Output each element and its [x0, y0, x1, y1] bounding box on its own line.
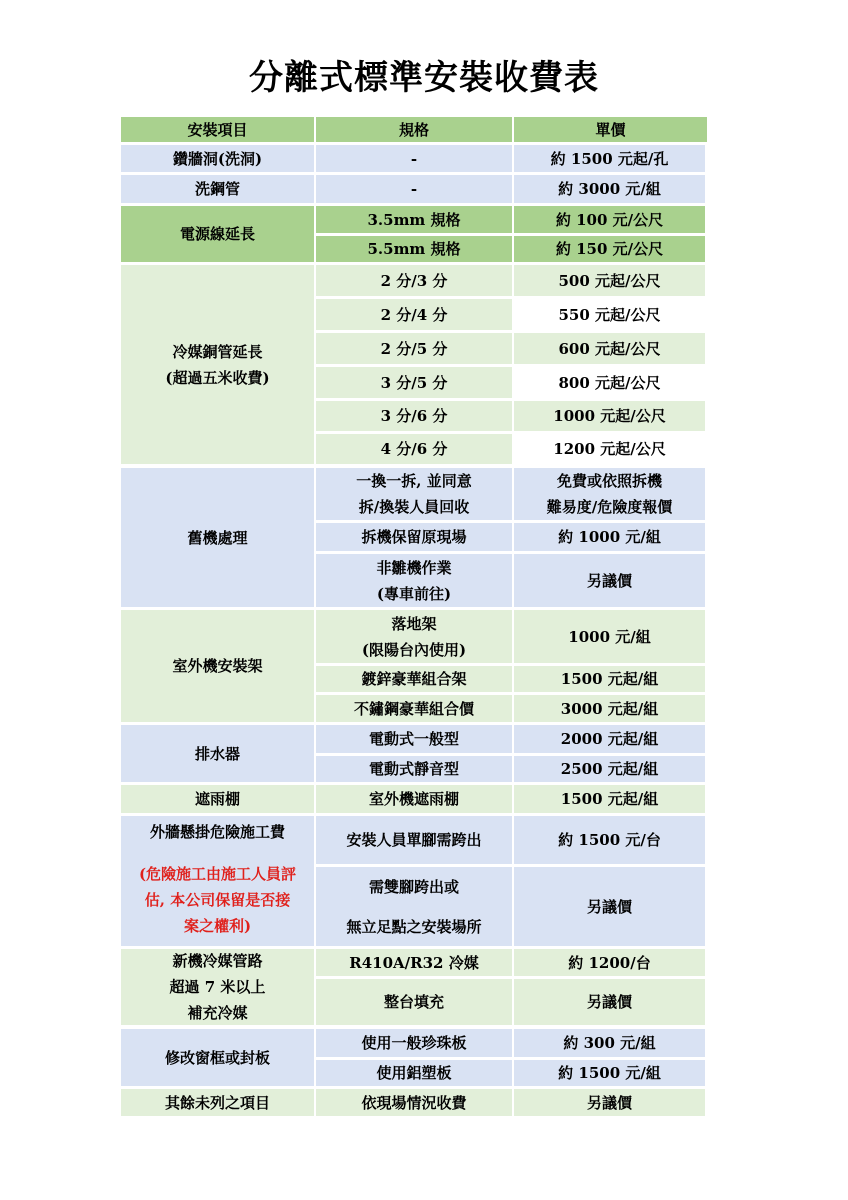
- header-spec: 規格: [316, 117, 512, 142]
- new-pipe-spec-1: R410A/R32 冷媒: [316, 949, 512, 976]
- danger-price-1: 約 1500 元/台: [514, 816, 705, 864]
- danger-note-line-1: (危險施工由施工人員評: [138, 865, 297, 883]
- refrigerant-price-1: 500 元起/公尺: [514, 265, 705, 296]
- header-item: 安裝項目: [121, 117, 314, 142]
- bracket-price-3: 3000 元起/組: [514, 695, 705, 722]
- old-unit-spec-1-line-1: 一換一拆, 並同意: [356, 472, 472, 490]
- header-price: 單價: [514, 117, 707, 142]
- refrigerant-item: [121, 265, 314, 464]
- drill-price: 約 1500 元起/孔: [514, 145, 705, 172]
- pipe-wash-item: 洗鋼管: [121, 175, 314, 203]
- old-unit-spec-1-line-2: 拆/換裝人員回收: [358, 498, 470, 516]
- danger-spec-2-line-2: 無立足點之安裝場所: [346, 917, 482, 936]
- bracket-price-2: 1500 元起/組: [514, 666, 705, 692]
- other-spec: 依現場情況收費: [316, 1089, 512, 1116]
- refrigerant-price-2: 550 元起/公尺: [514, 299, 705, 330]
- drain-spec-2: 電動式靜音型: [316, 756, 512, 782]
- pipe-wash-spec: -: [316, 175, 512, 203]
- old-unit-spec-3-line-1: 非雛機作業: [376, 558, 452, 577]
- drill-spec: -: [316, 145, 512, 172]
- bracket-price-1: 1000 元/組: [514, 610, 705, 663]
- old-unit-price-1: [514, 468, 705, 520]
- new-pipe-item-line-1: 新機冷媒管路: [172, 952, 263, 970]
- new-pipe-spec-2: 整台填充: [316, 979, 512, 1025]
- new-pipe-item: [121, 949, 314, 1025]
- other-item: 其餘未列之項目: [121, 1089, 314, 1116]
- bracket-spec-1-line-2: (限陽台內使用): [361, 640, 467, 659]
- page-title: 分離式標準安裝收費表: [249, 58, 599, 98]
- new-pipe-item-line-2: 超過 7 米以上: [169, 978, 266, 996]
- danger-item-title: 外牆懸掛危險施工費: [149, 823, 285, 841]
- refrigerant-spec-5: 3 分/6 分: [316, 401, 512, 431]
- drain-item: 排水器: [121, 725, 314, 782]
- refrigerant-spec-1: 2 分/3 分: [316, 265, 512, 296]
- old-unit-spec-1: [316, 468, 512, 520]
- bracket-item: 室外機安裝架: [121, 610, 314, 722]
- danger-note-line-3: 案之權利): [183, 917, 252, 935]
- drain-price-1: 2000 元起/組: [514, 725, 705, 753]
- window-item: 修改窗框或封板: [121, 1029, 314, 1086]
- refrigerant-spec-2: 2 分/4 分: [316, 299, 512, 330]
- refrigerant-item-line-2: (超過五米收費): [165, 368, 270, 387]
- old-unit-price-2: 約 1000 元/組: [514, 523, 705, 551]
- drain-price-2: 2500 元起/組: [514, 756, 705, 782]
- shelter-price: 1500 元起/組: [514, 785, 705, 813]
- refrigerant-spec-3: 2 分/5 分: [316, 333, 512, 364]
- pipe-wash-price: 約 3000 元/組: [514, 175, 705, 203]
- power-spec-1: 3.5mm 規格: [316, 206, 512, 233]
- danger-note-line-2: 估, 本公司保留是否接: [144, 891, 291, 909]
- old-unit-item: 舊機處理: [121, 468, 314, 607]
- new-pipe-item-line-3: 補充冷媒: [187, 1004, 248, 1022]
- refrigerant-spec-4: 3 分/5 分: [316, 367, 512, 398]
- refrigerant-price-5: 1000 元起/公尺: [514, 401, 705, 431]
- power-price-1: 約 100 元/公尺: [514, 206, 705, 233]
- refrigerant-price-3: 600 元起/公尺: [514, 333, 705, 364]
- shelter-spec: 室外機遮雨棚: [316, 785, 512, 813]
- window-price-2: 約 1500 元/組: [514, 1060, 705, 1086]
- power-spec-2: 5.5mm 規格: [316, 236, 512, 262]
- old-unit-spec-2: 拆機保留原現場: [316, 523, 512, 551]
- window-price-1: 約 300 元/組: [514, 1029, 705, 1057]
- power-price-2: 約 150 元/公尺: [514, 236, 705, 262]
- danger-spec-2: [316, 867, 512, 946]
- refrigerant-item-line-1: 冷媒銅管延長: [172, 342, 263, 361]
- danger-item: [121, 816, 314, 946]
- drain-spec-1: 電動式一般型: [316, 725, 512, 753]
- old-unit-price-1-line-2: 難易度/危險度報價: [546, 498, 673, 516]
- window-spec-1: 使用一般珍珠板: [316, 1029, 512, 1057]
- danger-spec-1: 安裝人員單腳需跨出: [316, 816, 512, 864]
- refrigerant-price-4: 800 元起/公尺: [514, 367, 705, 398]
- bracket-spec-1-line-1: 落地架: [391, 614, 437, 633]
- bracket-spec-1: [316, 610, 512, 663]
- bracket-spec-3: 不鏽鋼豪華組合價: [316, 695, 512, 722]
- old-unit-price-3: 另議價: [514, 554, 705, 607]
- danger-spec-2-line-1: 需雙腳跨出或: [368, 877, 459, 896]
- power-item: 電源線延長: [121, 206, 314, 262]
- drill-item: 鑽牆洞(洗洞): [121, 145, 314, 172]
- shelter-item: 遮雨棚: [121, 785, 314, 813]
- new-pipe-price-2: 另議價: [514, 979, 705, 1025]
- bracket-spec-2: 鍍鋅豪華組合架: [316, 666, 512, 692]
- other-price: 另議價: [514, 1089, 705, 1116]
- refrigerant-spec-6: 4 分/6 分: [316, 434, 512, 464]
- new-pipe-price-1: 約 1200/台: [514, 949, 705, 976]
- refrigerant-price-6: 1200 元起/公尺: [514, 434, 705, 464]
- old-unit-price-1-line-1: 免費或依照拆機: [556, 472, 662, 490]
- old-unit-spec-3: [316, 554, 512, 607]
- old-unit-spec-3-line-2: (專車前往): [376, 584, 452, 603]
- danger-price-2: 另議價: [514, 867, 705, 946]
- window-spec-2: 使用鋁塑板: [316, 1060, 512, 1086]
